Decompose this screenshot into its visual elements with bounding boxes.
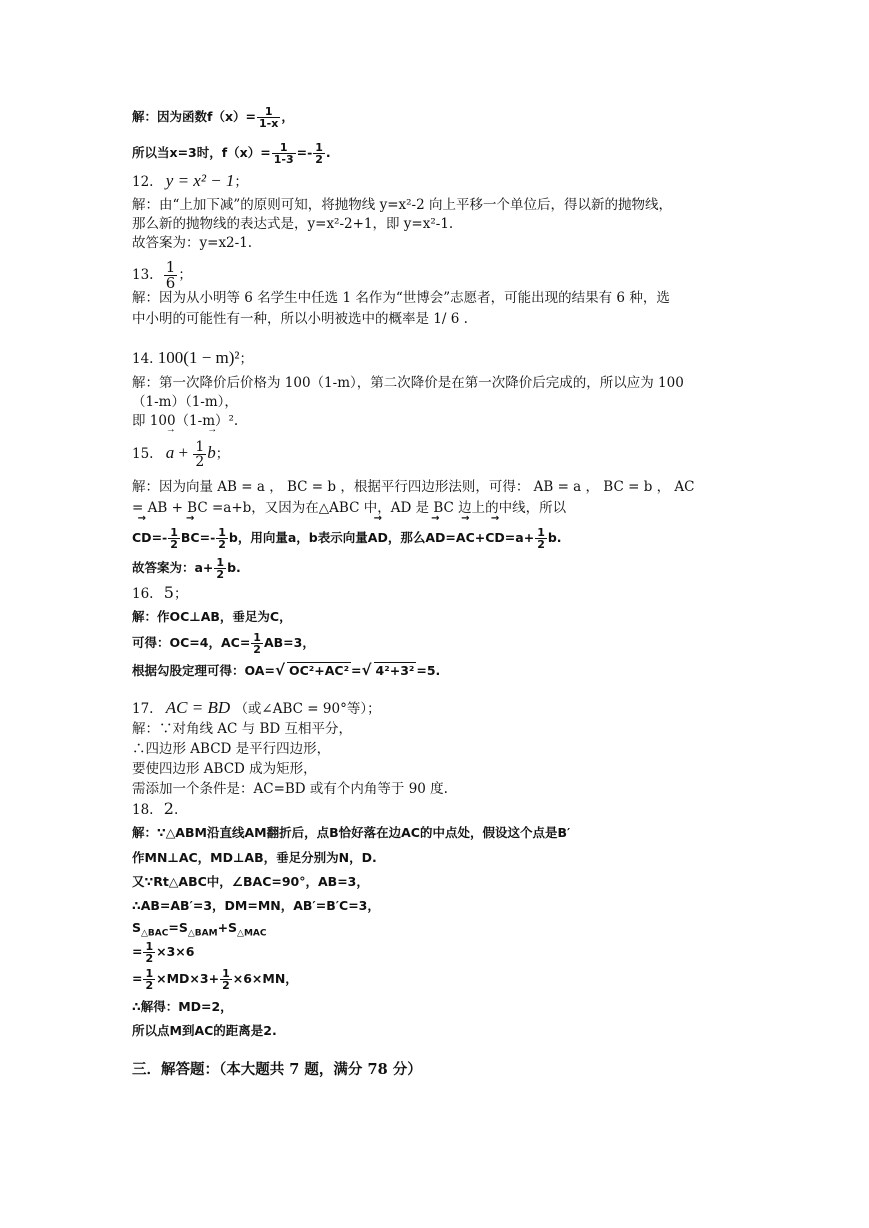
- q11-line-2: [132, 142, 331, 165]
- sqrt-icon: √: [274, 661, 285, 679]
- q14-solution-line-2: （1-m）（1-m），: [132, 394, 238, 410]
- text: b，用向量a，b表示向量: [228, 530, 368, 545]
- denominator: 1-3: [273, 153, 294, 166]
- sqrt-icon: √: [361, 661, 372, 679]
- numerator: 1: [253, 631, 261, 644]
- vector-ad: → AD: [368, 525, 388, 551]
- vector-b: → b: [207, 436, 216, 470]
- answer-end: ；: [173, 586, 188, 602]
- answer-end: ；: [239, 351, 254, 367]
- q11-text: 所以当x=3时，f（x）=: [132, 145, 271, 160]
- text: =: [351, 663, 362, 678]
- numerator: 1: [145, 967, 154, 980]
- q11-text: 解：因为函数f（x）=: [132, 109, 256, 124]
- text: b.: [227, 560, 241, 575]
- fraction: [313, 142, 325, 165]
- q15-solution-line-1: 解：因为向量 AB = a ， BC = b ，根据平行四边形法则，可得： AB = a ， BC = b ， AC: [132, 479, 695, 495]
- q18-solution-line-2: 作MN⊥AC，MD⊥AB，垂足分别为N，D.: [132, 850, 377, 865]
- answer-end: .: [173, 802, 179, 818]
- denominator: 2: [253, 643, 261, 656]
- numerator: 1: [218, 526, 226, 539]
- denominator: 2: [170, 538, 178, 551]
- subscript: △BAC: [141, 928, 169, 939]
- text: ×6×MN，: [232, 971, 298, 986]
- denominator: 2: [145, 979, 154, 992]
- radicand: 4²+3²: [375, 663, 415, 678]
- q18-solution-line-3: 又∵Rt△ABC中，∠BAC=90°，AB=3，: [132, 874, 369, 889]
- fraction: [251, 632, 263, 655]
- vector-cd: → CD: [132, 525, 152, 551]
- subscript: △MAC: [237, 928, 267, 939]
- subscript: △BAM: [187, 928, 218, 939]
- numerator: 1: [216, 556, 225, 569]
- q16-solution-line-2: [132, 632, 315, 655]
- q15-answer-line: [132, 436, 229, 471]
- numerator: 1: [170, 526, 178, 539]
- q17-solution-line-2: ∴四边形 ABCD 是平行四边形，: [132, 741, 331, 757]
- q18-solution-line-1: 解：∵△ABM沿直线AM翻折后，点B恰好落在边AC的中点处，假设这个点是B′: [132, 825, 571, 840]
- q13-solution-line-1: 解：因为从小明等 6 名学生中任选 1 名作为“世博会”志愿者，可能出现的结果有 6 种，选: [132, 290, 670, 306]
- q13-answer-line: [132, 259, 192, 291]
- answer-alternative: （或∠ABC = 90°等）；: [234, 701, 381, 717]
- q12-solution-line-1: 解：由“上加下减”的原则可知，将抛物线 y=x²-2 向上平移一个单位后，得以新的抛物线，: [132, 197, 672, 213]
- fraction: [214, 557, 226, 580]
- text: =S: [168, 920, 188, 935]
- q14-answer-line: [132, 349, 253, 368]
- text: =a+: [504, 530, 535, 545]
- text: 根据勾股定理可得：OA=: [132, 663, 275, 678]
- text: b.: [547, 530, 562, 545]
- numerator: 1: [272, 142, 296, 154]
- answer-fraction: [164, 260, 178, 291]
- q12-solution-line-3: 故答案为：y=x2-1.: [132, 235, 253, 251]
- q13-solution-line-2: 中小明的可能性有一种，所以小明被选中的概率是 1/ 6 .: [132, 311, 468, 327]
- text: +S: [217, 920, 238, 935]
- question-number: 12.: [132, 174, 154, 190]
- vector-a: → a: [166, 436, 175, 470]
- text: =-: [151, 530, 168, 545]
- fraction: [272, 142, 296, 165]
- numerator: 1: [222, 967, 230, 980]
- fraction: [220, 968, 232, 991]
- text: S: [132, 920, 142, 935]
- question-number: 13.: [132, 267, 154, 283]
- answer-end: ；: [215, 446, 230, 462]
- fraction: [257, 106, 280, 129]
- text: =: [132, 944, 143, 959]
- text: AB=3，: [263, 635, 315, 650]
- text: 可得：OC=4，AC=: [132, 635, 251, 650]
- q11-text-mid: =-: [296, 145, 313, 160]
- q11-text-end: ，: [281, 109, 294, 124]
- q14-solution-line-1: 解：第一次降价后价格为 100（1-m），第二次降价是在第一次降价后完成的，所以应为 100: [132, 375, 684, 391]
- fraction: [216, 527, 228, 550]
- plus-sign: +: [174, 443, 193, 462]
- question-number: 14.: [132, 351, 154, 367]
- fraction: [143, 968, 155, 991]
- numerator: 1: [537, 526, 545, 539]
- answer-value: 5: [163, 583, 174, 602]
- question-number: 15.: [132, 446, 154, 462]
- q18-answer-line: [132, 800, 178, 819]
- text: =: [445, 530, 456, 545]
- answer-end: ；: [178, 267, 192, 283]
- numerator: 1: [315, 141, 323, 154]
- text: +: [474, 530, 486, 545]
- q15-solution-line-3: [132, 525, 562, 551]
- q12-answer-line: [132, 172, 248, 191]
- q18-solution-line-6: [132, 940, 194, 964]
- text: =5.: [416, 663, 441, 678]
- q17-answer-line: [132, 699, 381, 718]
- answer-fraction: [193, 440, 206, 469]
- question-number: 16.: [132, 586, 154, 602]
- q17-solution-line-1: 解：∵对角线 AC 与 BD 互相平分，: [132, 721, 352, 737]
- text: ×3×6: [156, 944, 195, 959]
- q16-solution-line-1: 解：作OC⊥AB，垂足为C，: [132, 609, 292, 624]
- fraction: [143, 941, 155, 964]
- q18-solution-line-9: 所以点M到AC的距离是2.: [132, 1023, 277, 1038]
- text: 故答案为：a+: [132, 560, 214, 575]
- q18-solution-line-5: [132, 919, 267, 943]
- q16-answer-line: [132, 584, 187, 603]
- denominator: 1-x: [258, 117, 279, 130]
- denominator: 2: [216, 568, 225, 581]
- numerator: 1: [195, 439, 205, 455]
- question-number: 18.: [132, 802, 154, 818]
- vector-cd: → CD: [485, 525, 505, 551]
- answer-formula: AC = BD: [165, 698, 231, 717]
- q12-solution-line-2: 那么新的抛物线的表达式是，y=x²-2+1，即 y=x²-1.: [132, 216, 454, 232]
- fraction: [535, 527, 547, 550]
- fraction: [168, 527, 180, 550]
- denominator: 2: [222, 979, 230, 992]
- q11-text-end: .: [325, 145, 331, 160]
- text: =-: [199, 530, 216, 545]
- vector-ad: → AD: [425, 525, 445, 551]
- q18-solution-line-7: [132, 967, 298, 991]
- text: ，那么: [387, 530, 426, 545]
- section-heading: 三．解答题：（本大题共 7 题，满分 78 分）: [132, 1061, 422, 1078]
- numerator: 1: [165, 258, 176, 276]
- denominator: 2: [195, 454, 205, 470]
- text: =: [132, 971, 143, 986]
- q11-line-1: [132, 106, 294, 129]
- numerator: 1: [257, 106, 280, 118]
- q15-solution-line-4: [132, 556, 241, 580]
- vector-ac: → AC: [456, 525, 475, 551]
- q15-solution-line-2: = AB + BC =a+b，又因为在△ABC 中，AD 是 BC 边上的中线，所以: [132, 500, 567, 516]
- q18-solution-line-4: ∴AB=AB′=3，DM=MN，AB′=B′C=3，: [132, 898, 380, 913]
- numerator: 1: [145, 940, 154, 953]
- denominator: 2: [537, 538, 545, 551]
- q18-solution-line-8: ∴解得：MD=2，: [132, 999, 233, 1014]
- q14-solution-line-3: 即 100（1-m）².: [132, 413, 239, 429]
- denominator: 2: [315, 153, 323, 166]
- q16-solution-line-3: [132, 659, 440, 682]
- denominator: 2: [145, 952, 154, 965]
- q17-solution-line-3: 要使四边形 ABCD 成为矩形，: [132, 761, 317, 777]
- denominator: 6: [165, 274, 176, 292]
- answer-end: ；: [234, 174, 248, 190]
- vector-bc: → BC: [181, 525, 200, 551]
- question-number: 17.: [132, 701, 154, 717]
- answer-formula: y = x² − 1: [165, 171, 235, 190]
- q17-solution-line-4: 需添加一个条件是：AC=BD 或有个内角等于 90 度.: [132, 781, 448, 797]
- answer-value: 2: [163, 799, 174, 818]
- text: ×MD×3+: [156, 971, 220, 986]
- denominator: 2: [218, 538, 226, 551]
- answer-formula: 100(1 − m)²: [157, 348, 240, 367]
- radicand: OC²+AC²: [288, 663, 350, 678]
